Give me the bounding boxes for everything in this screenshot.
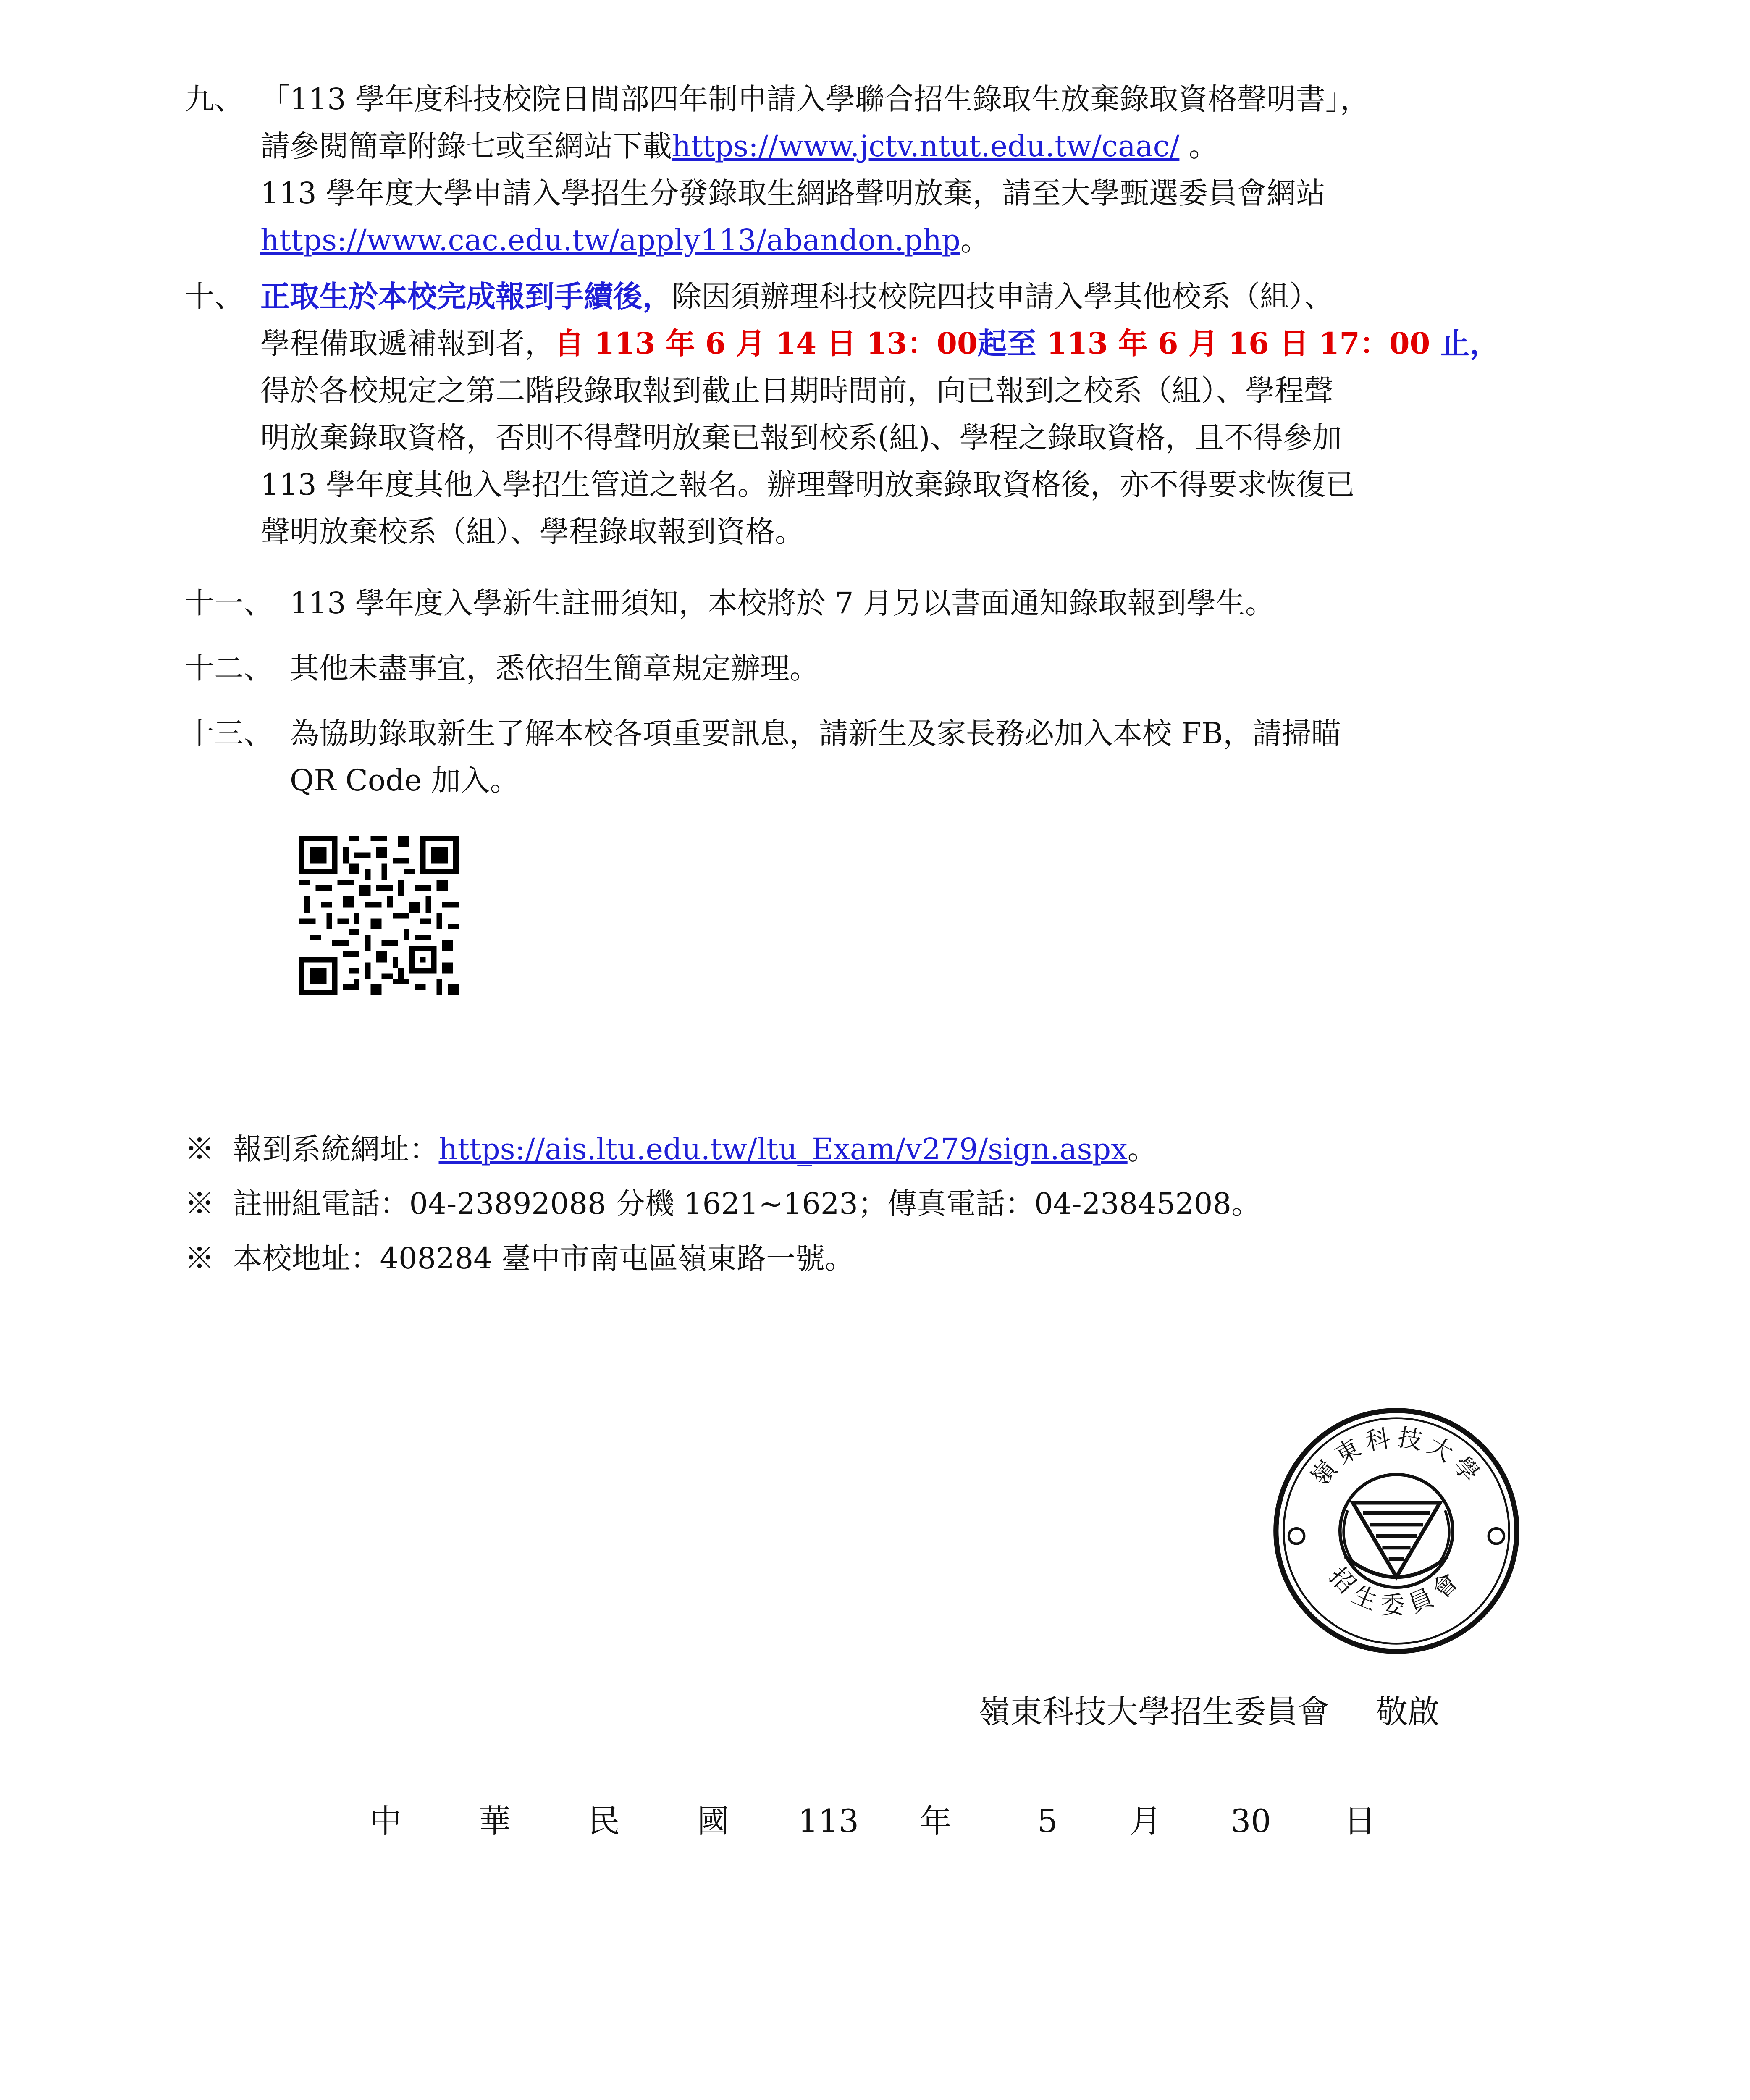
item-number: 十三、 bbox=[185, 716, 273, 751]
date-month: 5 bbox=[1037, 1802, 1058, 1840]
date-year: 113 bbox=[798, 1802, 859, 1840]
svg-text:招生委員會: 招生委員會 bbox=[1323, 1562, 1469, 1620]
item-10-line-6: 聲明放棄校系（組）、學程錄取報到資格。 bbox=[260, 514, 804, 549]
date-char: 民 bbox=[588, 1802, 620, 1840]
item-12-text: 其他未盡事宜，悉依招生簡章規定辦理。 bbox=[290, 651, 819, 685]
university-seal-stamp bbox=[1268, 1403, 1524, 1659]
signature-org: 嶺東科技大學招生委員會 bbox=[979, 1693, 1330, 1730]
signature bbox=[979, 1688, 1440, 1735]
jctv-download-link[interactable]: https://www.jctv.ntut.edu.tw/caac/ bbox=[672, 129, 1180, 163]
fb-qr-code-icon[interactable] bbox=[299, 836, 459, 995]
date-char: 月 bbox=[1130, 1802, 1162, 1840]
item-13-line-2: QR Code 加入。 bbox=[290, 763, 519, 798]
item-10-line-2: 學程備取遞補報到者，自 113 年 6 月 14 日 13：00起至 113 年 6 月 16 日 17：00 止， bbox=[260, 326, 1499, 361]
svg-text:嶺東科技大學: 嶺東科技大學 bbox=[1304, 1423, 1488, 1492]
item-9-line-1: 「113 學年度科技校院日間部四年制申請入學聯合招生錄取生放棄錄取資格聲明書」， bbox=[260, 82, 1370, 116]
date-day: 30 bbox=[1231, 1802, 1271, 1840]
item-number: 十二、 bbox=[185, 651, 273, 685]
note-registration-phone: ※ 註冊組電話：04-23892088 分機 1621~1623；傳真電話：04-23845208。 bbox=[185, 1186, 1261, 1221]
item-number: 十、 bbox=[185, 279, 244, 314]
item-10-line-3: 得於各校規定之第二階段錄取報到截止日期時間前，向已報到之校系（組）、學程聲 bbox=[260, 373, 1333, 408]
deadline-start-text: 自 113 年 6 月 14 日 13：00 bbox=[554, 326, 978, 361]
item-number: 十一、 bbox=[185, 586, 273, 620]
item-number: 九、 bbox=[185, 82, 244, 116]
item-9-line-3: 113 學年度大學申請入學招生分發錄取生網路聲明放棄，請至大學甄選委員會網站 bbox=[260, 176, 1325, 210]
item-13-line-1: 為協助錄取新生了解本校各項重要訊息，請新生及家長務必加入本校 FB，請掃瞄 bbox=[290, 716, 1341, 751]
item-10-line-1: 正取生於本校完成報到手續後，除因須辦理科技校院四技申請入學其他校系（組）、 bbox=[260, 279, 1333, 314]
date-char: 中 bbox=[370, 1802, 401, 1840]
date-char: 國 bbox=[697, 1802, 729, 1840]
item-10-line-5: 113 學年度其他入學招生管道之報名。辦理聲明放棄錄取資格後，亦不得要求恢復已 bbox=[260, 467, 1355, 502]
item-10-line-4: 明放棄錄取資格，否則不得聲明放棄已報到校系(組)、學程之錄取資格，且不得參加 bbox=[260, 420, 1342, 455]
item-9-line-4: https://www.cac.edu.tw/apply113/abandon.php。 bbox=[260, 223, 990, 257]
note-school-address: ※ 本校地址：408284 臺中市南屯區嶺東路一號。 bbox=[185, 1241, 854, 1276]
item-11-text: 113 學年度入學新生註冊須知，本校將於 7 月另以書面通知錄取報到學生。 bbox=[290, 586, 1275, 620]
date-char: 華 bbox=[479, 1802, 511, 1840]
emphasis-blue-text: 正取生於本校完成報到手續後， bbox=[260, 279, 672, 314]
deadline-end-text: 113 年 6 月 16 日 17：00 bbox=[1036, 326, 1430, 361]
item-9-line-2: 請參閱簡章附錄七或至網站下載https://www.jctv.ntut.edu.tw/caac/ 。 bbox=[260, 129, 1218, 163]
registration-system-link[interactable]: https://ais.ltu.edu.tw/ltu_Exam/v279/sign.aspx bbox=[438, 1132, 1128, 1166]
date-char: 日 bbox=[1344, 1802, 1376, 1840]
cac-abandon-link[interactable]: https://www.cac.edu.tw/apply113/abandon.php bbox=[260, 223, 960, 257]
signature-closing: 敬啟 bbox=[1376, 1693, 1440, 1730]
date-char: 年 bbox=[920, 1802, 952, 1840]
note-registration-url: ※ 報到系統網址：https://ais.ltu.edu.tw/ltu_Exam/v279/sign.aspx。 bbox=[185, 1132, 1157, 1166]
